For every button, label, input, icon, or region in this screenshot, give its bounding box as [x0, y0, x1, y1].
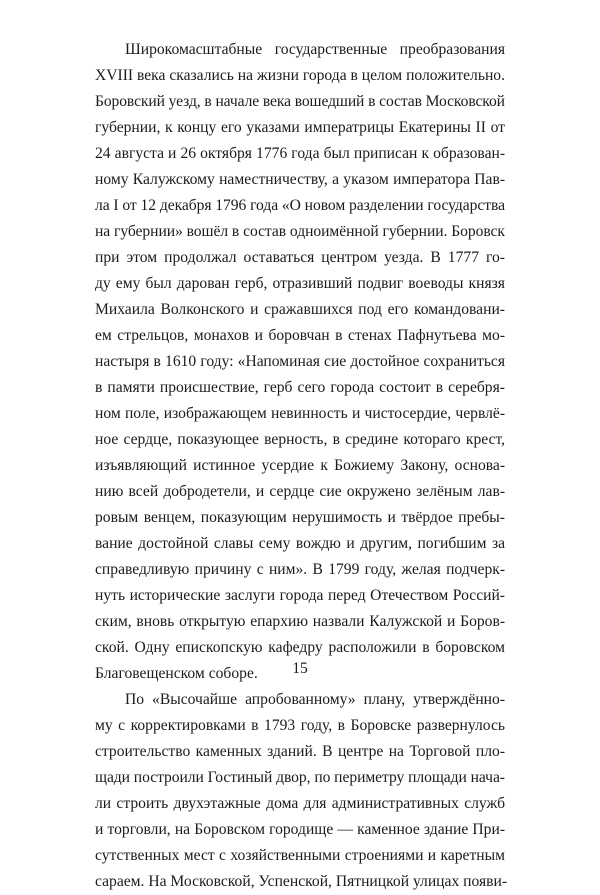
text-line: ским, вновь открытую епархию назвали Калужской и Боров-: [95, 613, 506, 630]
text-line: XVIII века сказались на жизни города в целом положительно.: [95, 67, 505, 84]
text-line: ное сердце, показующее верность, в средине котораго крест,: [95, 431, 506, 448]
page-number: 15: [292, 660, 308, 677]
text-line: и торговли, на Боровском городище — каменное здание При-: [95, 821, 506, 838]
text-line: щади построили Гостиный двор, по периметру площади нача-: [95, 769, 505, 786]
text-line: ла I от 12 декабря 1796 года «О новом разделении государства: [95, 197, 505, 214]
text-line: сутственных мест с хозяйственными строениями и каретным: [95, 847, 505, 864]
text-line: настыря в 1610 году: «Напоминая сие достойное сохраниться: [95, 353, 506, 370]
text-line: в памяти происшествие, герб сего города состоит в серебря-: [95, 379, 505, 396]
text-line: Благовещенском соборе.: [95, 665, 258, 682]
text-line: ному Калужскому наместничеству, а указом императора Пав-: [95, 171, 506, 188]
text-line: сараем. На Московской, Успенской, Пятницкой улицах появи-: [95, 873, 508, 890]
text-line: нуть исторические заслуги города перед Отечеством Россий-: [95, 587, 506, 604]
text-line: Михаила Волконского и сражавшихся под его командовани-: [95, 301, 505, 318]
text-line: ном поле, изображающем невинность и чистосердие, червлё-: [95, 405, 506, 422]
text-line: ду ему был дарован герб, отразивший подвиг воеводы князя: [95, 275, 505, 292]
text-line: ровым венцем, показующим нерушимость и твёрдое пребы-: [95, 509, 505, 526]
text-line: губернии, к концу его указами императрицы Екатерины II от: [95, 119, 505, 136]
text-line: ской. Одну епископскую кафедру расположили в боровском: [95, 639, 505, 656]
text-line: По «Высочайше апробованному» плану, утверждённо-: [125, 691, 506, 708]
text-line: изъявляющий истинное усердие к Божиему Закону, основа-: [95, 457, 506, 474]
text-line: при этом продолжал оставаться центром уезда. В 1777 го-: [95, 249, 505, 266]
text-line: вание достойной славы сему вождю и другим, погибшим за: [95, 535, 506, 552]
text-line: Боровский уезд, в начале века вошедший в состав Московской: [95, 93, 505, 110]
text-line: на губернии» вошёл в состав одноимённой губернии. Боровск: [95, 223, 505, 240]
text-line: справедливую причину с ним». В 1799 году, желая подчерк-: [95, 561, 506, 578]
text-line: строительство каменных зданий. В центре на Торговой пло-: [95, 743, 506, 760]
text-line: нию всей добродетели, и сердце сие окружено зелёным лав-: [95, 483, 506, 500]
text-line: Широкомасштабные государственные преобразования: [125, 41, 505, 58]
text-line: 24 августа и 26 октября 1776 года был приписан к образован-: [95, 145, 506, 162]
text-line: ем стрельцов, монахов и боровчан в стенах Пафнутьева мо-: [95, 327, 506, 344]
text-line: му с корректировками в 1793 году, в Боровске развернулось: [95, 717, 506, 734]
text-line: ли строить двухэтажные дома для административных служб: [95, 795, 505, 812]
